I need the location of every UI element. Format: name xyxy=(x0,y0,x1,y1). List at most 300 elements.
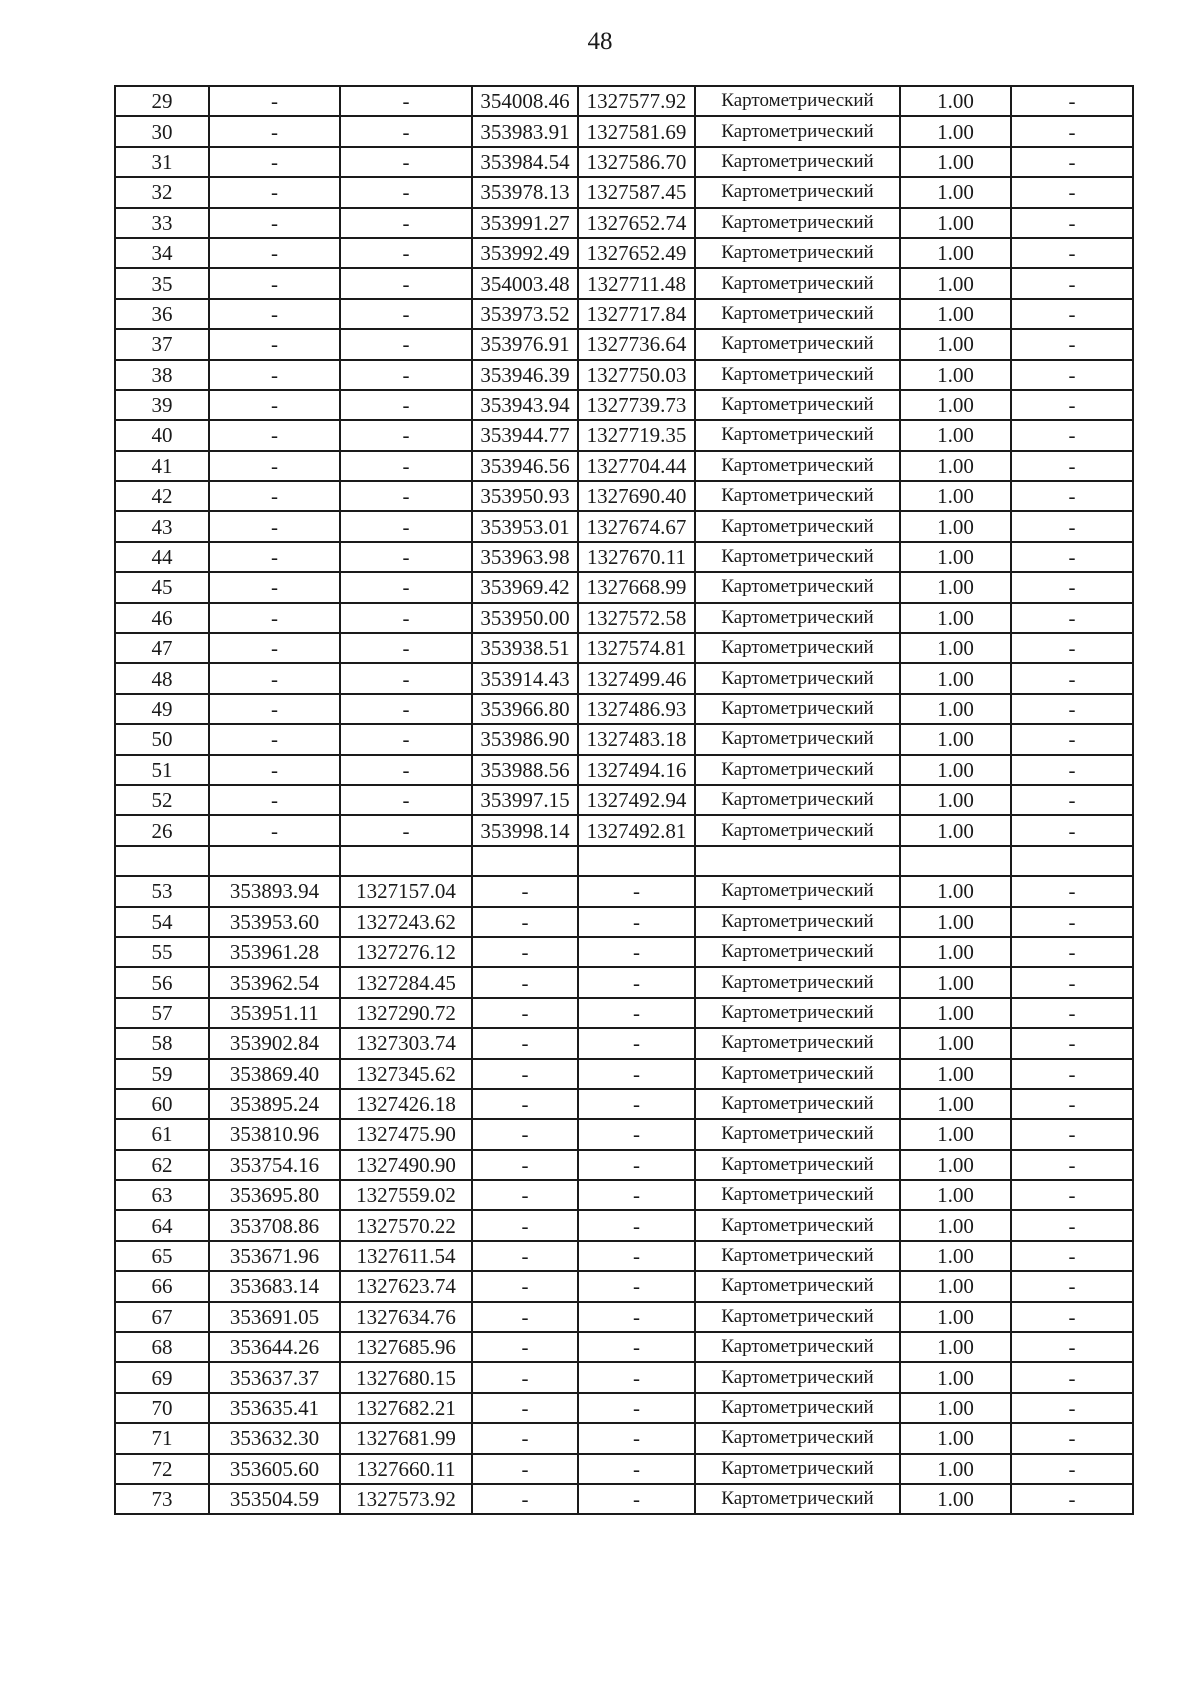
description-cell: - xyxy=(1011,1180,1133,1210)
table-row xyxy=(115,1089,1133,1119)
point-number-cell: 44 xyxy=(115,542,209,572)
old-y-cell: - xyxy=(340,177,472,207)
point-number-cell: 69 xyxy=(115,1362,209,1392)
new-y-cell: - xyxy=(578,1150,695,1180)
accuracy-cell: 1.00 xyxy=(900,268,1011,298)
table-row xyxy=(115,360,1133,390)
table-row xyxy=(115,268,1133,298)
method-cell: Картометрический xyxy=(695,1059,900,1089)
old-x-cell: - xyxy=(209,451,340,481)
method-cell: Картометрический xyxy=(695,542,900,572)
table-row xyxy=(115,907,1133,937)
accuracy-cell: 1.00 xyxy=(900,177,1011,207)
old-y-cell: - xyxy=(340,451,472,481)
table-row xyxy=(115,633,1133,663)
point-number-cell: 64 xyxy=(115,1210,209,1240)
old-y-cell: - xyxy=(340,755,472,785)
point-number-cell: 67 xyxy=(115,1302,209,1332)
old-y-cell: - xyxy=(340,663,472,693)
accuracy-cell: 1.00 xyxy=(900,967,1011,997)
old-x-cell: 353637.37 xyxy=(209,1362,340,1392)
method-cell: Картометрический xyxy=(695,1332,900,1362)
method-cell: Картометрический xyxy=(695,208,900,238)
table-row xyxy=(115,451,1133,481)
description-cell: - xyxy=(1011,755,1133,785)
method-cell: Картометрический xyxy=(695,603,900,633)
description-cell: - xyxy=(1011,511,1133,541)
old-x-cell: 353902.84 xyxy=(209,1028,340,1058)
method-cell: Картометрический xyxy=(695,1302,900,1332)
method-cell: Картометрический xyxy=(695,724,900,754)
point-number-cell: 29 xyxy=(115,86,209,116)
point-number-cell: 47 xyxy=(115,633,209,663)
method-cell: Картометрический xyxy=(695,1028,900,1058)
accuracy-cell: 1.00 xyxy=(900,1059,1011,1089)
old-y-cell: 1327490.90 xyxy=(340,1150,472,1180)
new-y-cell: - xyxy=(578,937,695,967)
old-x-cell: - xyxy=(209,299,340,329)
point-number-cell: 32 xyxy=(115,177,209,207)
new-y-cell: - xyxy=(578,1241,695,1271)
point-number-cell: 54 xyxy=(115,907,209,937)
accuracy-cell: 1.00 xyxy=(900,147,1011,177)
point-number-cell: 38 xyxy=(115,360,209,390)
point-number-cell xyxy=(115,846,209,876)
description-cell: - xyxy=(1011,1028,1133,1058)
method-cell: Картометрический xyxy=(695,907,900,937)
method-cell: Картометрический xyxy=(695,998,900,1028)
new-x-cell: - xyxy=(472,1484,578,1514)
accuracy-cell: 1.00 xyxy=(900,876,1011,906)
description-cell: - xyxy=(1011,116,1133,146)
new-x-cell: 353984.54 xyxy=(472,147,578,177)
old-x-cell: 353810.96 xyxy=(209,1119,340,1149)
point-number-cell: 33 xyxy=(115,208,209,238)
old-x-cell: 353869.40 xyxy=(209,1059,340,1089)
new-x-cell: 353992.49 xyxy=(472,238,578,268)
accuracy-cell: 1.00 xyxy=(900,1393,1011,1423)
table-row xyxy=(115,937,1133,967)
accuracy-cell: 1.00 xyxy=(900,360,1011,390)
accuracy-cell: 1.00 xyxy=(900,481,1011,511)
old-x-cell: 353691.05 xyxy=(209,1302,340,1332)
point-number-cell: 51 xyxy=(115,755,209,785)
new-y-cell xyxy=(578,846,695,876)
method-cell: Картометрический xyxy=(695,633,900,663)
table-row xyxy=(115,1210,1133,1240)
accuracy-cell xyxy=(900,846,1011,876)
accuracy-cell: 1.00 xyxy=(900,1332,1011,1362)
new-y-cell: 1327494.16 xyxy=(578,755,695,785)
point-number-cell: 59 xyxy=(115,1059,209,1089)
old-y-cell: 1327303.74 xyxy=(340,1028,472,1058)
accuracy-cell: 1.00 xyxy=(900,572,1011,602)
method-cell: Картометрический xyxy=(695,876,900,906)
new-x-cell: 353969.42 xyxy=(472,572,578,602)
point-number-cell: 62 xyxy=(115,1150,209,1180)
new-y-cell: 1327690.40 xyxy=(578,481,695,511)
new-x-cell: - xyxy=(472,1119,578,1149)
table-row xyxy=(115,663,1133,693)
old-x-cell: 353895.24 xyxy=(209,1089,340,1119)
new-x-cell: 353978.13 xyxy=(472,177,578,207)
new-x-cell: - xyxy=(472,937,578,967)
new-x-cell: - xyxy=(472,1059,578,1089)
description-cell: - xyxy=(1011,1423,1133,1453)
old-y-cell xyxy=(340,846,472,876)
table-row xyxy=(115,208,1133,238)
old-y-cell: - xyxy=(340,360,472,390)
method-cell: Картометрический xyxy=(695,238,900,268)
description-cell: - xyxy=(1011,663,1133,693)
method-cell: Картометрический xyxy=(695,785,900,815)
method-cell: Картометрический xyxy=(695,116,900,146)
old-y-cell: - xyxy=(340,511,472,541)
new-y-cell: - xyxy=(578,907,695,937)
old-x-cell: 353962.54 xyxy=(209,967,340,997)
accuracy-cell: 1.00 xyxy=(900,86,1011,116)
description-cell: - xyxy=(1011,177,1133,207)
new-x-cell: - xyxy=(472,1271,578,1301)
point-number-cell: 34 xyxy=(115,238,209,268)
new-y-cell: 1327674.67 xyxy=(578,511,695,541)
new-y-cell: - xyxy=(578,1332,695,1362)
description-cell: - xyxy=(1011,1089,1133,1119)
method-cell: Картометрический xyxy=(695,1423,900,1453)
new-y-cell: 1327704.44 xyxy=(578,451,695,481)
description-cell: - xyxy=(1011,420,1133,450)
table-row xyxy=(115,1271,1133,1301)
method-cell: Картометрический xyxy=(695,755,900,785)
old-x-cell: 353708.86 xyxy=(209,1210,340,1240)
table-row xyxy=(115,238,1133,268)
old-x-cell: - xyxy=(209,208,340,238)
table-row xyxy=(115,815,1133,845)
table-row xyxy=(115,420,1133,450)
description-cell: - xyxy=(1011,1393,1133,1423)
new-x-cell: - xyxy=(472,1210,578,1240)
new-x-cell: 353950.93 xyxy=(472,481,578,511)
old-x-cell: - xyxy=(209,329,340,359)
coordinates-table xyxy=(114,85,1134,1515)
new-x-cell: - xyxy=(472,998,578,1028)
table-row xyxy=(115,1423,1133,1453)
old-x-cell: - xyxy=(209,420,340,450)
table-row xyxy=(115,1180,1133,1210)
new-y-cell: 1327739.73 xyxy=(578,390,695,420)
point-number-cell: 71 xyxy=(115,1423,209,1453)
old-y-cell: - xyxy=(340,268,472,298)
method-cell: Картометрический xyxy=(695,86,900,116)
table-row xyxy=(115,542,1133,572)
new-x-cell: 353988.56 xyxy=(472,755,578,785)
point-number-cell: 66 xyxy=(115,1271,209,1301)
description-cell: - xyxy=(1011,998,1133,1028)
method-cell: Картометрический xyxy=(695,268,900,298)
new-y-cell: 1327581.69 xyxy=(578,116,695,146)
method-cell: Картометрический xyxy=(695,1119,900,1149)
description-cell: - xyxy=(1011,451,1133,481)
accuracy-cell: 1.00 xyxy=(900,1484,1011,1514)
old-x-cell: - xyxy=(209,116,340,146)
new-x-cell: - xyxy=(472,1028,578,1058)
accuracy-cell: 1.00 xyxy=(900,1119,1011,1149)
old-y-cell: 1327559.02 xyxy=(340,1180,472,1210)
description-cell: - xyxy=(1011,572,1133,602)
description-cell: - xyxy=(1011,1119,1133,1149)
accuracy-cell: 1.00 xyxy=(900,1241,1011,1271)
old-y-cell: - xyxy=(340,603,472,633)
page-number: 48 xyxy=(587,28,613,55)
new-x-cell: - xyxy=(472,1393,578,1423)
method-cell: Картометрический xyxy=(695,1210,900,1240)
old-y-cell: - xyxy=(340,390,472,420)
old-y-cell: - xyxy=(340,420,472,450)
new-y-cell: - xyxy=(578,998,695,1028)
method-cell: Картометрический xyxy=(695,815,900,845)
new-y-cell: 1327492.81 xyxy=(578,815,695,845)
new-y-cell: 1327572.58 xyxy=(578,603,695,633)
point-number-cell: 63 xyxy=(115,1180,209,1210)
old-y-cell: 1327573.92 xyxy=(340,1484,472,1514)
new-x-cell: - xyxy=(472,967,578,997)
accuracy-cell: 1.00 xyxy=(900,420,1011,450)
method-cell: Картометрический xyxy=(695,451,900,481)
old-x-cell: - xyxy=(209,603,340,633)
new-x-cell: - xyxy=(472,1362,578,1392)
old-x-cell: - xyxy=(209,785,340,815)
accuracy-cell: 1.00 xyxy=(900,937,1011,967)
old-y-cell: 1327570.22 xyxy=(340,1210,472,1240)
point-number-cell: 73 xyxy=(115,1484,209,1514)
description-cell: - xyxy=(1011,967,1133,997)
accuracy-cell: 1.00 xyxy=(900,603,1011,633)
old-y-cell: 1327290.72 xyxy=(340,998,472,1028)
new-y-cell: - xyxy=(578,1059,695,1089)
old-y-cell: 1327680.15 xyxy=(340,1362,472,1392)
old-y-cell: - xyxy=(340,724,472,754)
accuracy-cell: 1.00 xyxy=(900,907,1011,937)
new-y-cell: - xyxy=(578,1180,695,1210)
point-number-cell: 50 xyxy=(115,724,209,754)
new-x-cell: 353953.01 xyxy=(472,511,578,541)
new-x-cell: 353943.94 xyxy=(472,390,578,420)
method-cell: Картометрический xyxy=(695,329,900,359)
table-row xyxy=(115,755,1133,785)
new-x-cell: - xyxy=(472,1089,578,1119)
description-cell: - xyxy=(1011,1332,1133,1362)
point-number-cell: 31 xyxy=(115,147,209,177)
table-row xyxy=(115,1150,1133,1180)
method-cell: Картометрический xyxy=(695,177,900,207)
new-x-cell: 353944.77 xyxy=(472,420,578,450)
method-cell: Картометрический xyxy=(695,663,900,693)
new-y-cell: - xyxy=(578,1210,695,1240)
accuracy-cell: 1.00 xyxy=(900,1454,1011,1484)
point-number-cell: 53 xyxy=(115,876,209,906)
new-y-cell: 1327719.35 xyxy=(578,420,695,450)
description-cell: - xyxy=(1011,937,1133,967)
method-cell: Картометрический xyxy=(695,1362,900,1392)
point-number-cell: 42 xyxy=(115,481,209,511)
old-x-cell: - xyxy=(209,86,340,116)
table-row xyxy=(115,1241,1133,1271)
old-x-cell: 353635.41 xyxy=(209,1393,340,1423)
new-y-cell: 1327586.70 xyxy=(578,147,695,177)
old-y-cell: - xyxy=(340,208,472,238)
old-y-cell: 1327682.21 xyxy=(340,1393,472,1423)
description-cell: - xyxy=(1011,815,1133,845)
new-y-cell: - xyxy=(578,1271,695,1301)
point-number-cell: 70 xyxy=(115,1393,209,1423)
old-x-cell: - xyxy=(209,481,340,511)
new-x-cell: - xyxy=(472,1241,578,1271)
new-y-cell: - xyxy=(578,1454,695,1484)
new-x-cell: - xyxy=(472,1332,578,1362)
old-x-cell: 353683.14 xyxy=(209,1271,340,1301)
description-cell: - xyxy=(1011,329,1133,359)
table-row xyxy=(115,998,1133,1028)
point-number-cell: 36 xyxy=(115,299,209,329)
new-y-cell: 1327587.45 xyxy=(578,177,695,207)
description-cell: - xyxy=(1011,633,1133,663)
new-y-cell: 1327711.48 xyxy=(578,268,695,298)
table-row xyxy=(115,572,1133,602)
table-row xyxy=(115,694,1133,724)
table-row xyxy=(115,1028,1133,1058)
new-x-cell: 353946.56 xyxy=(472,451,578,481)
accuracy-cell: 1.00 xyxy=(900,815,1011,845)
old-x-cell: - xyxy=(209,694,340,724)
method-cell: Картометрический xyxy=(695,1150,900,1180)
old-x-cell: - xyxy=(209,542,340,572)
old-y-cell: - xyxy=(340,299,472,329)
new-x-cell: 353986.90 xyxy=(472,724,578,754)
table-row xyxy=(115,511,1133,541)
description-cell: - xyxy=(1011,481,1133,511)
point-number-cell: 30 xyxy=(115,116,209,146)
old-x-cell: - xyxy=(209,238,340,268)
old-x-cell: 353893.94 xyxy=(209,876,340,906)
old-y-cell: 1327243.62 xyxy=(340,907,472,937)
old-x-cell: 353644.26 xyxy=(209,1332,340,1362)
new-x-cell: 353991.27 xyxy=(472,208,578,238)
new-y-cell: 1327486.93 xyxy=(578,694,695,724)
method-cell: Картометрический xyxy=(695,937,900,967)
new-y-cell: 1327499.46 xyxy=(578,663,695,693)
table-row xyxy=(115,329,1133,359)
description-cell: - xyxy=(1011,1150,1133,1180)
new-x-cell: 354003.48 xyxy=(472,268,578,298)
table-row xyxy=(115,876,1133,906)
accuracy-cell: 1.00 xyxy=(900,1180,1011,1210)
new-x-cell: 353998.14 xyxy=(472,815,578,845)
method-cell: Картометрический xyxy=(695,360,900,390)
new-y-cell: 1327652.74 xyxy=(578,208,695,238)
old-y-cell: 1327660.11 xyxy=(340,1454,472,1484)
table-row xyxy=(115,1332,1133,1362)
method-cell: Картометрический xyxy=(695,481,900,511)
old-x-cell: - xyxy=(209,755,340,785)
table-row xyxy=(115,1059,1133,1089)
description-cell: - xyxy=(1011,208,1133,238)
new-x-cell: - xyxy=(472,1423,578,1453)
new-x-cell: 353963.98 xyxy=(472,542,578,572)
new-x-cell: 354008.46 xyxy=(472,86,578,116)
description-cell: - xyxy=(1011,268,1133,298)
description-cell: - xyxy=(1011,390,1133,420)
table-row xyxy=(115,603,1133,633)
new-x-cell: 353973.52 xyxy=(472,299,578,329)
new-x-cell: - xyxy=(472,1302,578,1332)
table-row xyxy=(115,724,1133,754)
point-number-cell: 61 xyxy=(115,1119,209,1149)
old-y-cell: 1327157.04 xyxy=(340,876,472,906)
old-x-cell: - xyxy=(209,633,340,663)
point-number-cell: 26 xyxy=(115,815,209,845)
new-y-cell: 1327750.03 xyxy=(578,360,695,390)
new-y-cell: - xyxy=(578,1393,695,1423)
point-number-cell: 57 xyxy=(115,998,209,1028)
method-cell: Картометрический xyxy=(695,299,900,329)
point-number-cell: 49 xyxy=(115,694,209,724)
point-number-cell: 60 xyxy=(115,1089,209,1119)
old-y-cell: - xyxy=(340,542,472,572)
accuracy-cell: 1.00 xyxy=(900,1150,1011,1180)
description-cell: - xyxy=(1011,1271,1133,1301)
accuracy-cell: 1.00 xyxy=(900,542,1011,572)
table-row xyxy=(115,1119,1133,1149)
old-x-cell: - xyxy=(209,572,340,602)
point-number-cell: 58 xyxy=(115,1028,209,1058)
new-x-cell: - xyxy=(472,876,578,906)
new-y-cell: - xyxy=(578,1119,695,1149)
old-x-cell: - xyxy=(209,390,340,420)
table-row xyxy=(115,1302,1133,1332)
old-x-cell: 353961.28 xyxy=(209,937,340,967)
method-cell: Картометрический xyxy=(695,1241,900,1271)
old-y-cell: - xyxy=(340,116,472,146)
description-cell: - xyxy=(1011,360,1133,390)
description-cell: - xyxy=(1011,238,1133,268)
table-row xyxy=(115,1484,1133,1514)
table-row xyxy=(115,390,1133,420)
method-cell xyxy=(695,846,900,876)
accuracy-cell: 1.00 xyxy=(900,390,1011,420)
old-x-cell: - xyxy=(209,815,340,845)
accuracy-cell: 1.00 xyxy=(900,1028,1011,1058)
accuracy-cell: 1.00 xyxy=(900,511,1011,541)
old-y-cell: - xyxy=(340,147,472,177)
new-x-cell: - xyxy=(472,1180,578,1210)
point-number-cell: 41 xyxy=(115,451,209,481)
new-y-cell: 1327577.92 xyxy=(578,86,695,116)
old-y-cell: 1327284.45 xyxy=(340,967,472,997)
description-cell: - xyxy=(1011,542,1133,572)
accuracy-cell: 1.00 xyxy=(900,998,1011,1028)
old-y-cell: - xyxy=(340,785,472,815)
point-number-cell: 72 xyxy=(115,1454,209,1484)
table-row xyxy=(115,1393,1133,1423)
method-cell: Картометрический xyxy=(695,967,900,997)
accuracy-cell: 1.00 xyxy=(900,238,1011,268)
old-y-cell: - xyxy=(340,815,472,845)
description-cell: - xyxy=(1011,86,1133,116)
description-cell: - xyxy=(1011,147,1133,177)
table-row xyxy=(115,86,1133,116)
old-y-cell: - xyxy=(340,633,472,663)
table-row xyxy=(115,299,1133,329)
